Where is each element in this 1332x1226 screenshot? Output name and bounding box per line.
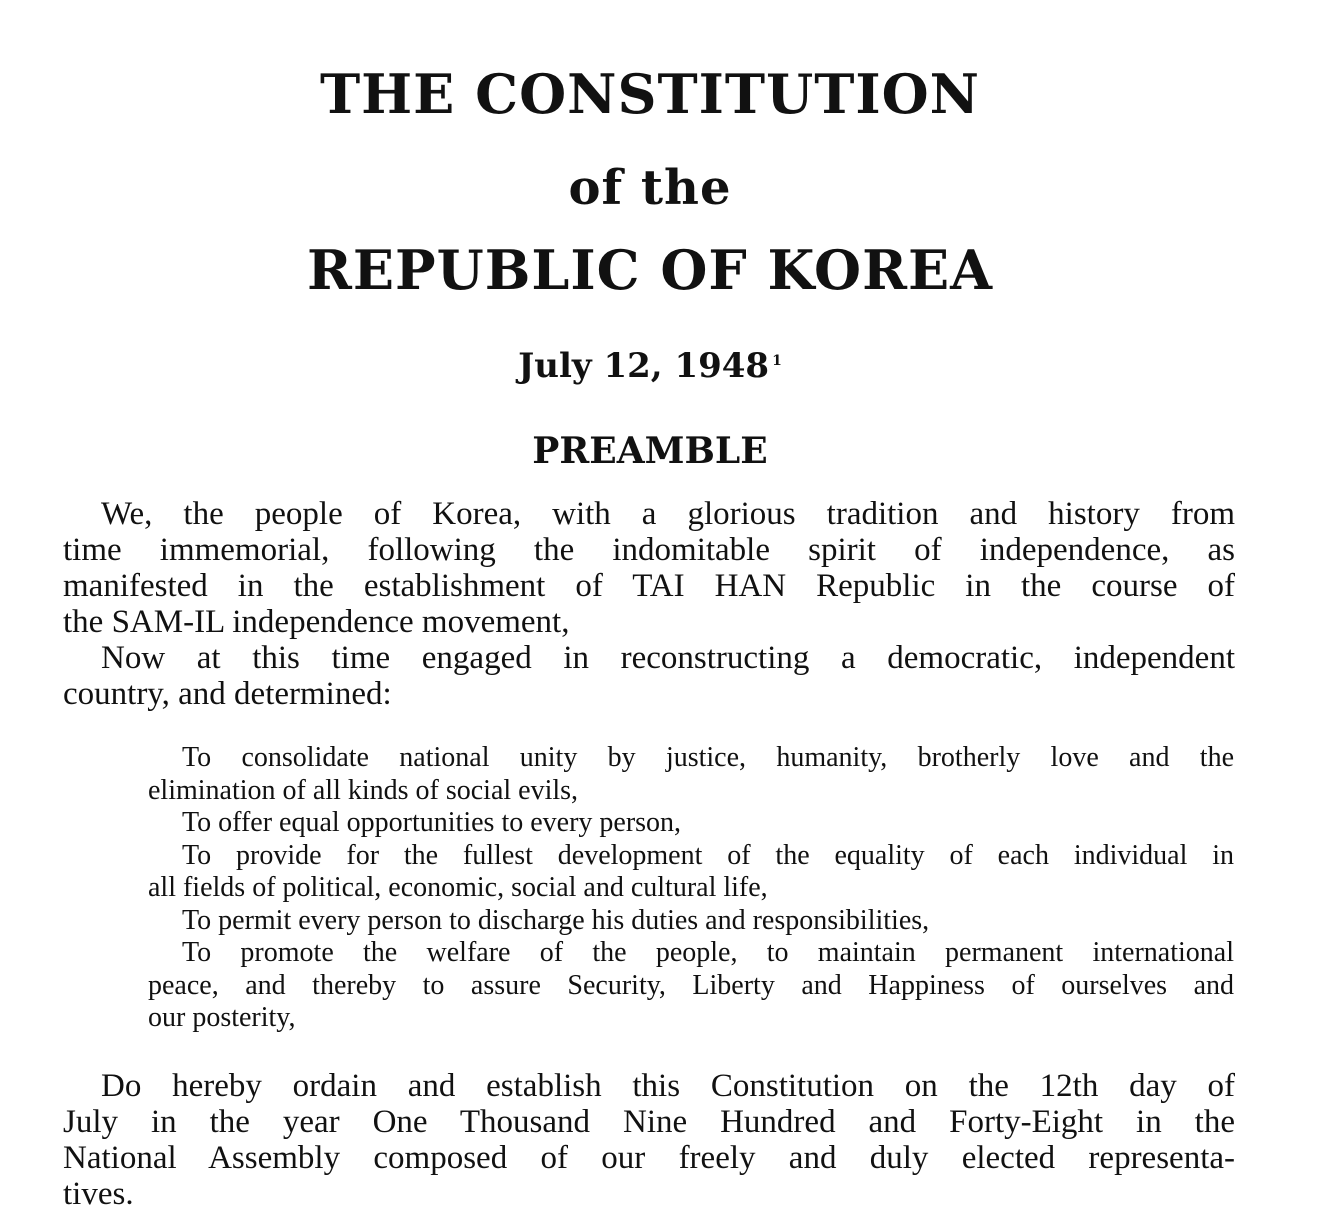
text-line: We, the people of Korea, with a glorious tradition and history from [101,496,1235,532]
preamble-goals [148,742,1234,1035]
preamble-paragraph-3 [63,1068,1235,1212]
title-line-3: REPUBLIC OF KOREA [306,238,993,302]
goal-line: all fields of political, economic, social and cultural life, [148,872,768,903]
goal-line: To permit every person to discharge his duties and responsibilities, [182,904,930,936]
text-line: Do hereby ordain and establish this Constitution on the 12th day of [101,1068,1235,1104]
text-line: time immemorial, following the indomitable spirit of independence, as [63,532,1235,568]
footnote-marker: 1 [772,352,782,369]
goal-line: To provide for the fullest development of the equality of each individual in [182,839,1234,871]
preamble-paragraph-1 [63,496,1235,640]
text-line: Now at this time engaged in reconstructing a democratic, independent [101,640,1235,676]
document-date [0,346,1300,386]
text-line: tives. [63,1176,134,1212]
goal-line: peace, and thereby to assure Security, Liberty and Happiness of ourselves and [148,969,1234,1001]
text-line: country, and determined: [63,676,392,712]
goal-line: elimination of all kinds of social evils, [148,774,579,806]
date-text: July 12, 1948 [518,346,770,386]
goal-line: our posterity, [148,1002,296,1033]
preamble-heading: PREAMBLE [532,430,768,472]
goal-line: To consolidate national unity by justice, humanity, brotherly love and the [182,742,1234,773]
goal-line: To promote the welfare of the people, to maintain permanent international [182,937,1234,968]
title-line-1: THE CONSTITUTION [319,62,981,126]
text-line: National Assembly composed of our freely and duly elected representa- [63,1140,1235,1176]
title-line-2: of the [568,160,732,216]
goal-line: To offer equal opportunities to every person, [182,807,682,838]
text-line: July in the year One Thousand Nine Hundred and Forty-Eight in the [63,1104,1235,1140]
text-line: manifested in the establishment of TAI HAN Republic in the course of [63,568,1235,604]
preamble-paragraph-2 [63,640,1235,712]
text-line: the SAM-IL independence movement, [63,604,570,640]
